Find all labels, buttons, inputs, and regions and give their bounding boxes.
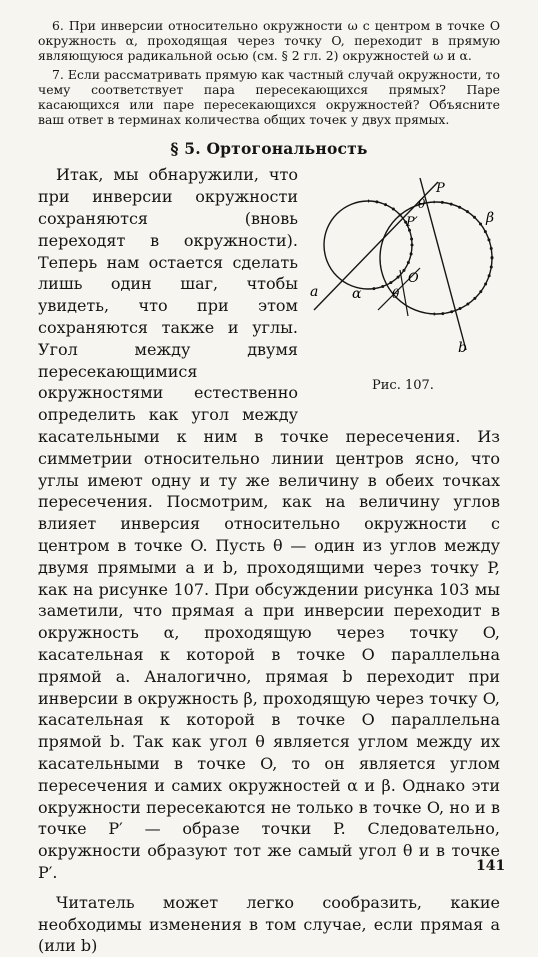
label-O: O bbox=[408, 271, 419, 287]
exercises bbox=[38, 18, 500, 127]
paragraph-1: Итак, мы обнаружили, что при инверсии окружности сохраняются (вновь переходят в окружности). Теперь нам остается сделать лишь один шаг, чтобы увидеть, что при этом сохраняются также и углы. Угол между двумя пересекающимися окружностями естественно определить как угол между касательными к ним в точке пересечения. Из симметрии относительно линии центров ясно, что углы имеют одну и ту же величину в обеих точках пересечения. Посмотрим, как на величину углов влияет инверсия относительно окружности с центром в точке O. Пусть θ — один из углов между двумя прямыми a и b, проходящими через точку P, как на рисунке 107. При обсуждении рисунка 103 мы заметили, что прямая a при инверсии переходит в окружность α, проходящую через точку O, касательная к которой в точке O параллельна прямой a. Аналогично, прямая b переходит при инверсии в окружность β, проходящую через точку O, касательная к которой в точке O параллельна прямой b. Так как угол θ является углом между их касательными в точке O, то он является углом пересечения и самих окружностей α и β. Однако эти окружности пересекаются не только в точке O, но и в точке P′ — образе точки P. Следовательно, окружности образуют тот же самый угол θ и в точке P′. bbox=[38, 165, 500, 882]
label-alpha: α bbox=[352, 286, 362, 303]
label-theta-O: θ bbox=[392, 287, 400, 302]
line-b bbox=[420, 178, 466, 350]
figure-caption: Рис. 107. bbox=[372, 378, 434, 394]
body-text bbox=[38, 164, 500, 957]
label-a: a bbox=[310, 284, 319, 301]
label-b: b bbox=[458, 340, 467, 357]
page-number: 141 bbox=[476, 858, 506, 874]
section-title: § 5. Ортогональность bbox=[170, 139, 368, 159]
circle-alpha bbox=[324, 201, 412, 289]
label-P-prime: P′ bbox=[406, 215, 418, 231]
figure-107-diagram bbox=[308, 170, 508, 370]
tangent-b-at-O bbox=[400, 270, 408, 316]
paragraph-2: Читатель может легко сообразить, какие необходимы изменения в том случае, если прямая a (или b) bbox=[38, 892, 500, 956]
exercise-6: 6. При инверсии относительно окружности ω с центром в точке O окружность α, проходящая через точку O, переходит в прямую являющуюся радикальной осью (см. § 2 гл. 2) окружностей ω и α. bbox=[38, 18, 500, 64]
label-P: P bbox=[436, 181, 445, 197]
figure-107 bbox=[308, 170, 508, 408]
label-theta-P: θ bbox=[418, 197, 426, 212]
page bbox=[38, 18, 500, 957]
exercise-7: 7. Если рассматривать прямую как частный случай окружности, то чему соответствует пара пересекающихся прямых? Паре касающихся или паре пересекающихся окружностей? Объясните ваш ответ в терминах количества общих точек у двух прямых. bbox=[38, 66, 500, 128]
label-beta: β bbox=[486, 210, 495, 227]
